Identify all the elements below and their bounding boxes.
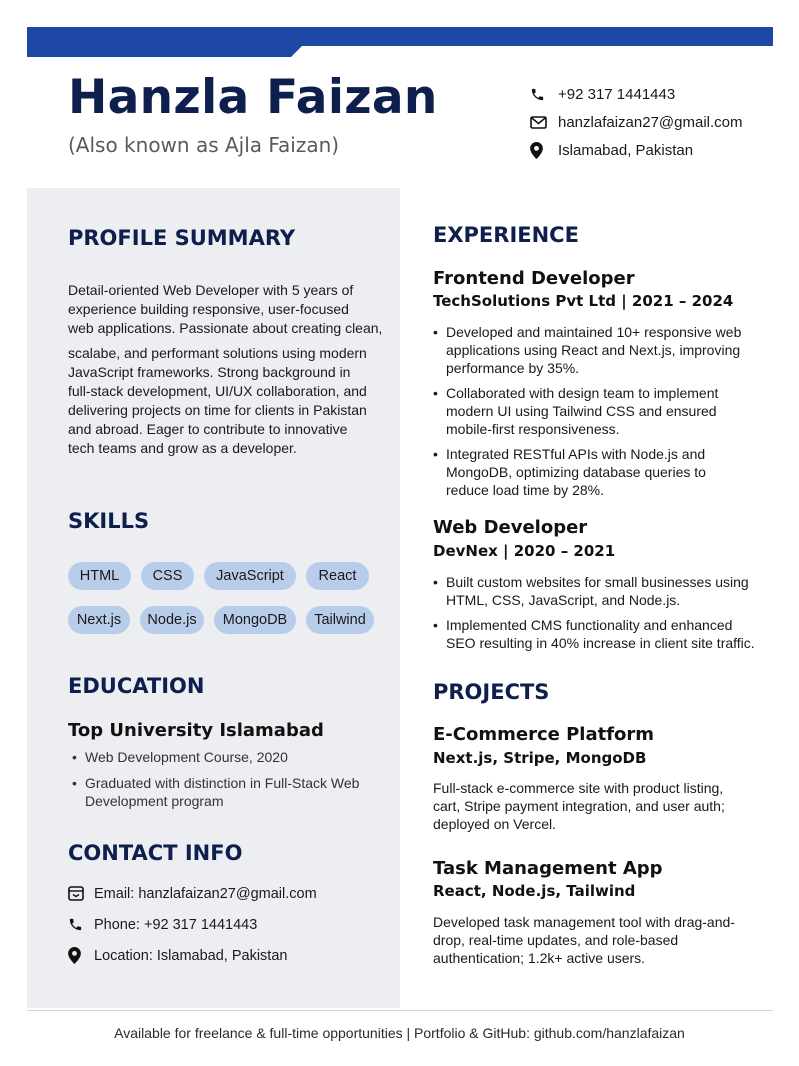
skill-chip: Node.js	[140, 606, 204, 634]
header-contact	[530, 80, 743, 164]
skill-chip: React	[306, 562, 369, 590]
profile-line: full-stack development, UI/UX collaboration, and	[68, 383, 367, 399]
contact-email[interactable]: Email: hanzlafaizan27@gmail.com	[94, 885, 317, 902]
job-role: Web Developer	[433, 517, 588, 538]
phone-icon	[68, 917, 94, 932]
project-stack: Next.js, Stripe, MongoDB	[433, 749, 647, 767]
skills-heading: SKILLS	[68, 509, 150, 533]
skill-chip: Next.js	[68, 606, 130, 634]
footer-divider	[27, 1010, 773, 1011]
projects-heading: PROJECTS	[433, 680, 550, 704]
job-bullets	[433, 323, 748, 499]
job-company: DevNex | 2020 – 2021	[433, 542, 616, 560]
profile-line: scalabe, and performant solutions using modern	[68, 345, 367, 361]
header-location-row	[530, 136, 743, 164]
job-role: Frontend Developer	[433, 268, 635, 289]
education-item: • Web Development Course, 2020	[72, 748, 372, 766]
skill-chip: CSS	[141, 562, 194, 590]
footer-availability: Available for freelance & full-time opportunities | Portfolio & GitHub: github.com/hanzlafaizan	[114, 1025, 685, 1041]
location-pin-icon	[530, 142, 558, 159]
candidate-name: Hanzla Faizan	[68, 70, 438, 125]
job-company: TechSolutions Pvt Ltd | 2021 – 2024	[433, 292, 734, 310]
job-bullet: • Implemented CMS functionality and enhanced SEO resulting in 40% increase in client site traffic.	[433, 616, 755, 652]
header-phone-row	[530, 80, 743, 108]
header-accent-bar	[27, 27, 773, 57]
skill-chip: HTML	[68, 562, 131, 590]
contact-info-heading: CONTACT INFO	[68, 841, 243, 865]
job-bullet: • Integrated RESTful APIs with Node.js and MongoDB, optimizing database queries to reduce load time by 28%.	[433, 445, 748, 499]
header-email-row	[530, 108, 743, 136]
profile-line: delivering projects on time for clients in Pakistan	[68, 402, 367, 418]
contact-phone-row	[68, 909, 317, 940]
experience-heading: EXPERIENCE	[433, 223, 579, 247]
project-name: E-Commerce Platform	[433, 724, 655, 745]
project-description: Developed task management tool with drag-and-drop, real-time updates, and role-based authentication; 1.2k+ active users.	[433, 914, 735, 966]
header-location: Islamabad, Pakistan	[558, 141, 694, 159]
contact-location-row	[68, 940, 317, 971]
education-list	[72, 748, 372, 810]
profile-line: experience building responsive, user-focused	[68, 301, 349, 317]
envelope-icon	[530, 116, 558, 129]
skill-chip: Tailwind	[306, 606, 374, 634]
project-name: Task Management App	[433, 858, 663, 879]
header-phone[interactable]: +92 317 1441443	[558, 85, 676, 103]
profile-line: and abroad. Eager to contribute to innovative	[68, 421, 348, 437]
education-item: • Graduated with distinction in Full-Stack Web Development program	[72, 774, 372, 810]
contact-location: Location: Islamabad, Pakistan	[94, 947, 288, 964]
profile-line: Detail-oriented Web Developer with 5 years of	[68, 282, 354, 298]
job-bullets	[433, 573, 755, 652]
location-pin-icon	[68, 947, 94, 964]
job-bullet: • Collaborated with design team to implement modern UI using Tailwind CSS and ensured mobile-first responsiveness.	[433, 384, 748, 438]
candidate-alias: (Also known as Ajla Faizan)	[68, 133, 340, 157]
project-description: Full-stack e-commerce site with product listing, cart, Stripe payment integration, and user auth; deployed on Vercel.	[433, 780, 725, 832]
education-heading: EDUCATION	[68, 674, 205, 698]
inbox-icon	[68, 886, 94, 901]
job-bullet: • Developed and maintained 10+ responsive web applications using React and Next.js, improving performance by 35%.	[433, 323, 748, 377]
contact-phone[interactable]: Phone: +92 317 1441443	[94, 916, 258, 933]
profile-line: tech teams and grow as a developer.	[68, 440, 297, 456]
skill-chip: MongoDB	[214, 606, 296, 634]
header-email[interactable]: hanzlafaizan27@gmail.com	[558, 113, 743, 131]
project-stack: React, Node.js, Tailwind	[433, 882, 636, 900]
education-institution: Top University Islamabad	[68, 720, 324, 741]
contact-email-row	[68, 878, 317, 909]
phone-icon	[530, 87, 558, 102]
profile-summary-text	[68, 281, 382, 458]
skill-chip: JavaScript	[204, 562, 296, 590]
job-bullet: • Built custom websites for small businesses using HTML, CSS, JavaScript, and Node.js.	[433, 573, 755, 609]
profile-line: web applications. Passionate about creating clean,	[68, 320, 383, 336]
contact-info-list	[68, 878, 317, 971]
profile-summary-heading: PROFILE SUMMARY	[68, 226, 296, 250]
profile-line: JavaScript frameworks. Strong background in	[68, 364, 351, 380]
